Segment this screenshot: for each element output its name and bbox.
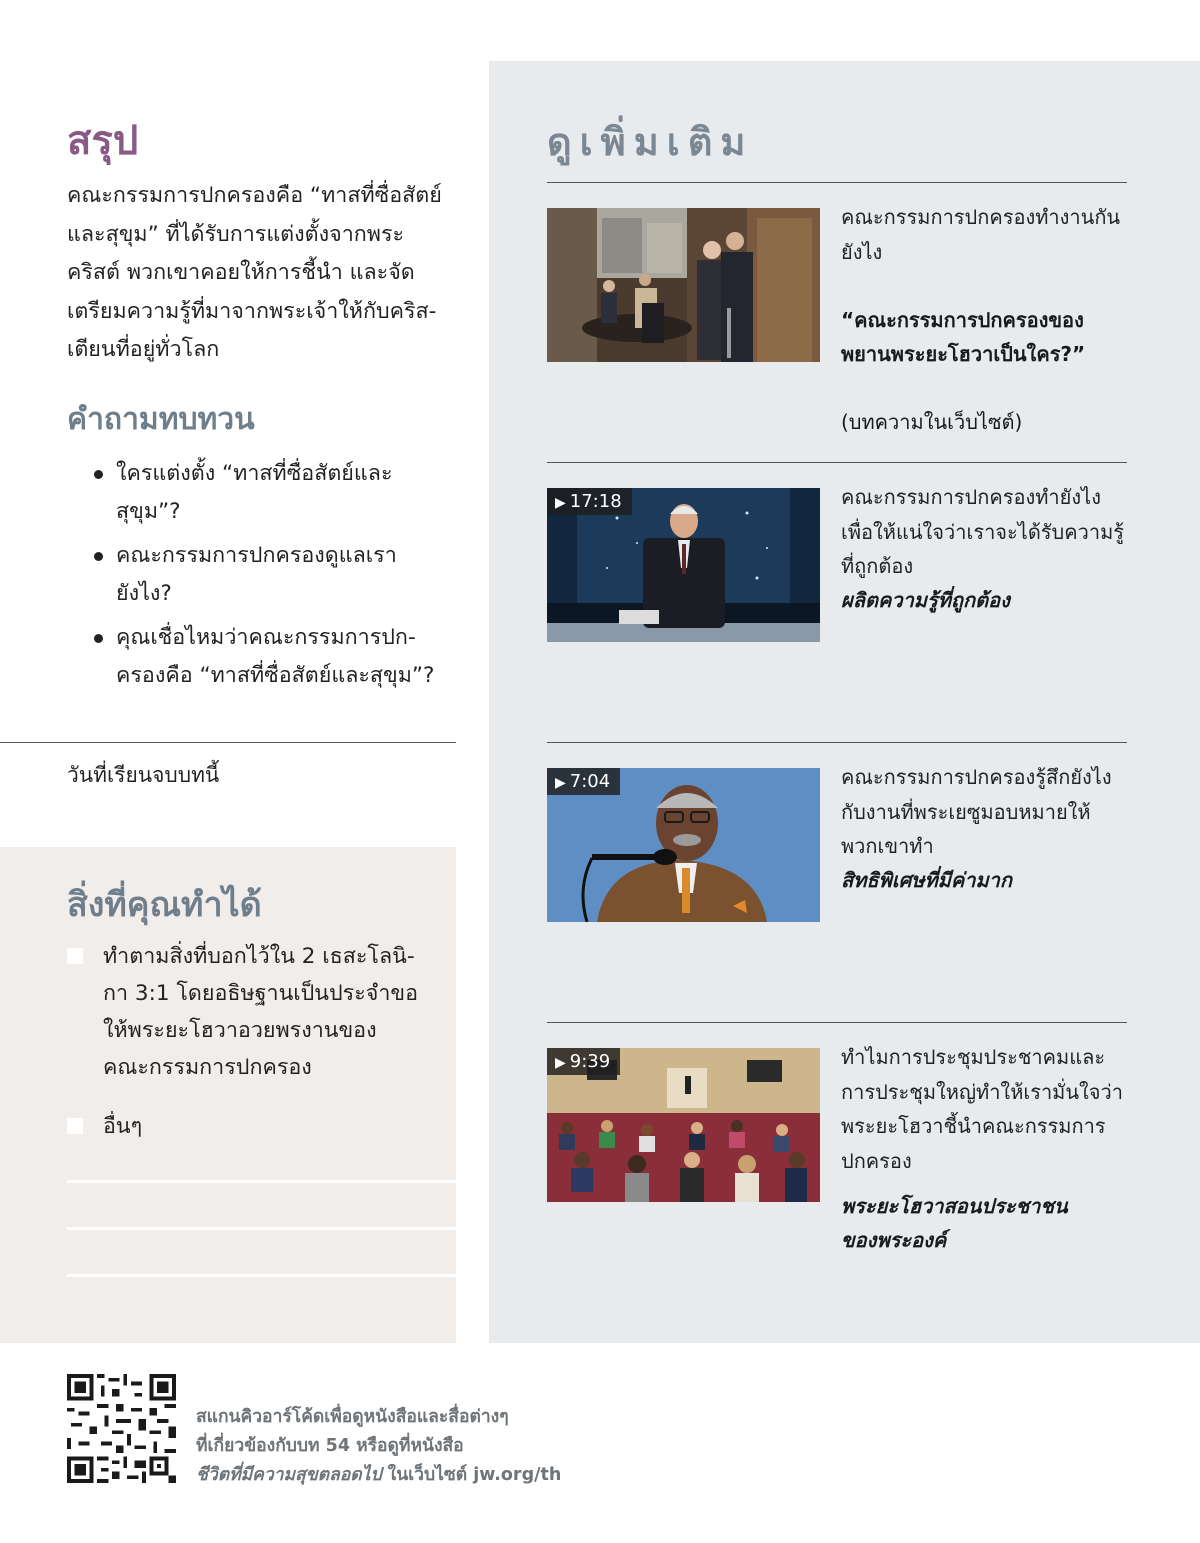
footer-line [196,1461,561,1490]
todo-item-text: ทำตามสิ่งที่บอกไว้ใน 2 เธสะโลนิ- กา 3:1 โดยอธิษฐานเป็นประจำขอ ให้พระยะโฮวาอวยพรงานของ คณะกรรมการปกครอง [103,944,419,1080]
video-thumbnail[interactable] [547,768,820,922]
see-more-heading: ดูเพิ่มเติม [547,120,754,164]
footer-text [196,1403,561,1490]
play-icon: ▶ [555,775,566,791]
entry-description: คณะกรรมการปกครองทำยังไง เพื่อให้แน่ใจว่าเราจะได้รับความรู้ ที่ถูกต้อง [841,485,1125,578]
book-title: ชีวิตที่มีความสุขตลอดไป [196,1465,382,1485]
video-duration: 9:39 [569,1051,611,1072]
see-more-entry[interactable] [547,182,1127,434]
things-to-do-box [0,847,456,1343]
video-thumbnail[interactable] [547,1048,820,1202]
todo-item [67,938,437,1088]
play-icon: ▶ [555,495,566,511]
review-question: คุณเชื่อไหมว่าคณะกรรมการปก- ครองคือ “ทาสที่ซื่อสัตย์และสุขุม”? [90,619,452,694]
review-questions [90,455,452,701]
article-thumbnail[interactable] [547,208,820,362]
review-heading: คำถามทบทวน [67,402,255,437]
see-more-panel [489,61,1200,1343]
summary-text: คณะกรรมการปกครองคือ “ทาสที่ซื่อสัตย์ และสุขุม” ที่ได้รับการแต่งตั้งจากพระ คริสต์ พวกเขาคอยให้การชี้นำ และจัด เตรียมความรู้ที่มาจากพระเจ้าให้กับคริส- เตียนที่อยู่ทั่วโลก [67,183,442,362]
see-more-entry[interactable] [547,1022,1127,1262]
reference-note: (บทความในเว็บไซต์) [841,410,1023,434]
see-more-entry[interactable] [547,742,1127,982]
writing-line[interactable] [67,1227,456,1230]
divider [547,1022,1127,1023]
qr-code-graphic [67,1374,176,1483]
divider [547,182,1127,183]
entry-description: คณะกรรมการปกครองรู้สึกยังไง กับงานที่พระเยซูมอบหมายให้ พวกเขาทำ [841,765,1112,858]
checkbox[interactable] [67,1118,83,1134]
video-duration-badge [547,488,632,515]
completion-date-label: วันที่เรียนจบบทนี้ [67,763,220,787]
office-meeting-photo [547,208,820,362]
video-duration: 7:04 [569,771,611,792]
todo-item [67,1108,437,1148]
footer-line: ที่เกี่ยวข้องกับบท 54 หรือดูที่หนังสือ [196,1436,464,1456]
review-question: คณะกรรมการปกครองดูแลเรา ยังไง? [90,537,452,612]
divider [547,462,1127,463]
article-title[interactable]: “คณะกรรมการปกครองของ พยานพระยะโฮวาเป็นใคร?” [841,308,1086,366]
left-column [0,0,456,1343]
footer-website[interactable]: ในเว็บไซต์ jw.org/th [381,1465,562,1485]
todo-heading: สิ่งที่คุณทำได้ [67,885,262,925]
writing-line[interactable] [67,1180,456,1183]
video-thumbnail[interactable] [547,488,820,642]
footer-line: สแกนคิวอาร์โค้ดเพื่อดูหนังสือและสื่อต่างๆ [196,1407,509,1427]
video-title[interactable]: พระยะโฮวาสอนประชาชน ของพระองค์ [841,1194,1068,1252]
video-title[interactable]: ผลิตความรู้ที่ถูกต้อง [841,588,1010,612]
divider [547,742,1127,743]
completion-date-line[interactable] [0,742,456,743]
video-title[interactable]: สิทธิพิเศษที่มีค่ามาก [841,868,1012,892]
review-question: ใครแต่งตั้ง “ทาสที่ซื่อสัตย์และ สุขุม”? [90,455,452,530]
writing-line[interactable] [67,1274,456,1277]
entry-description: ทำไมการประชุมประชาคมและ การประชุมใหญ่ทำให้เรามั่นใจว่า พระยะโฮวาชี้นำคณะกรรมการ ปกครอง [841,1045,1123,1173]
see-more-entry[interactable] [547,462,1127,702]
play-icon: ▶ [555,1055,566,1071]
checkbox[interactable] [67,948,83,964]
summary-heading: สรุป [67,118,139,164]
todo-item-text: อื่นๆ [103,1114,143,1139]
entry-description: คณะกรรมการปกครองทำงานกัน ยังไง [841,205,1121,264]
video-duration: 17:18 [569,491,622,512]
qr-code[interactable] [67,1374,176,1483]
entry-reference[interactable] [841,269,1131,439]
video-duration-badge [547,768,620,795]
video-duration-badge [547,1048,620,1075]
